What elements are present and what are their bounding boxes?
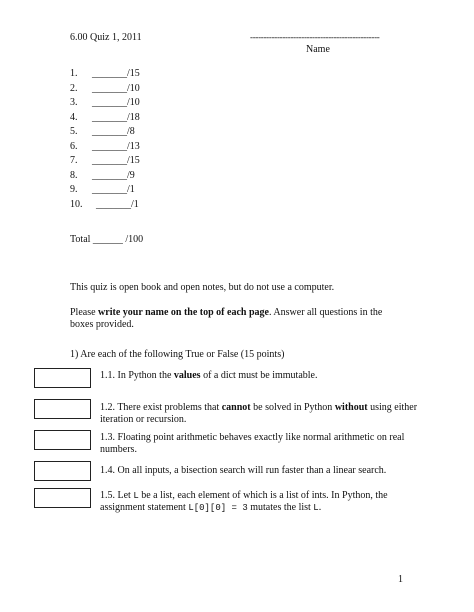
score-row: 7. _______/15 [70, 155, 140, 166]
answer-box-1-5[interactable] [34, 488, 91, 508]
score-row: 3. _______/10 [70, 97, 140, 108]
name-label: Name [306, 44, 330, 55]
section-1-heading: 1) Are each of the following True or False (15 points) [70, 349, 285, 360]
page-number: 1 [398, 574, 403, 585]
score-row: 8. _______/9 [70, 169, 135, 181]
answer-box-1-1[interactable] [34, 368, 91, 388]
name-line: ------------------------------------------------ [250, 32, 380, 42]
question-1-3: 1.3. Floating point arithmetic behaves exactly like normal arithmetic on real numbers. [100, 432, 405, 455]
instructions-write-name: Please write your name on the top of each page. Answer all questions in the boxes provided. [70, 307, 383, 330]
score-row: 1. _______/15 [70, 68, 140, 79]
answer-box-1-3[interactable] [34, 430, 91, 450]
total-score-row: Total ______ /100 [70, 234, 144, 245]
score-row: 4. _______/18 [70, 111, 140, 123]
score-row: 2. _______/10 [70, 82, 140, 94]
question-1-2: 1.2. There exist problems that cannot be solved in Python without using either iteration or recursion. [100, 402, 418, 425]
quiz-title: 6.00 Quiz 1, 2011 [70, 32, 142, 43]
answer-box-1-4[interactable] [34, 461, 91, 481]
score-row: 5. _______/8 [70, 126, 135, 137]
score-row: 9. _______/1 [70, 184, 135, 195]
score-row: 6. _______/13 [70, 140, 140, 152]
question-1-5: 1.5. Let L be a list, each element of which is a list of ints. In Python, the assignment statement L[0][0] = 3 mutates the list L. [100, 490, 388, 513]
instructions-open-book: This quiz is open book and open notes, but do not use a computer. [70, 282, 335, 293]
question-1-4: 1.4. On all inputs, a bisection search will run faster than a linear search. [100, 465, 387, 476]
question-1-1: 1.1. In Python the values of a dict must be immutable. [100, 370, 318, 381]
answer-box-1-2[interactable] [34, 399, 91, 419]
score-row: 10. _______/1 [70, 198, 139, 210]
